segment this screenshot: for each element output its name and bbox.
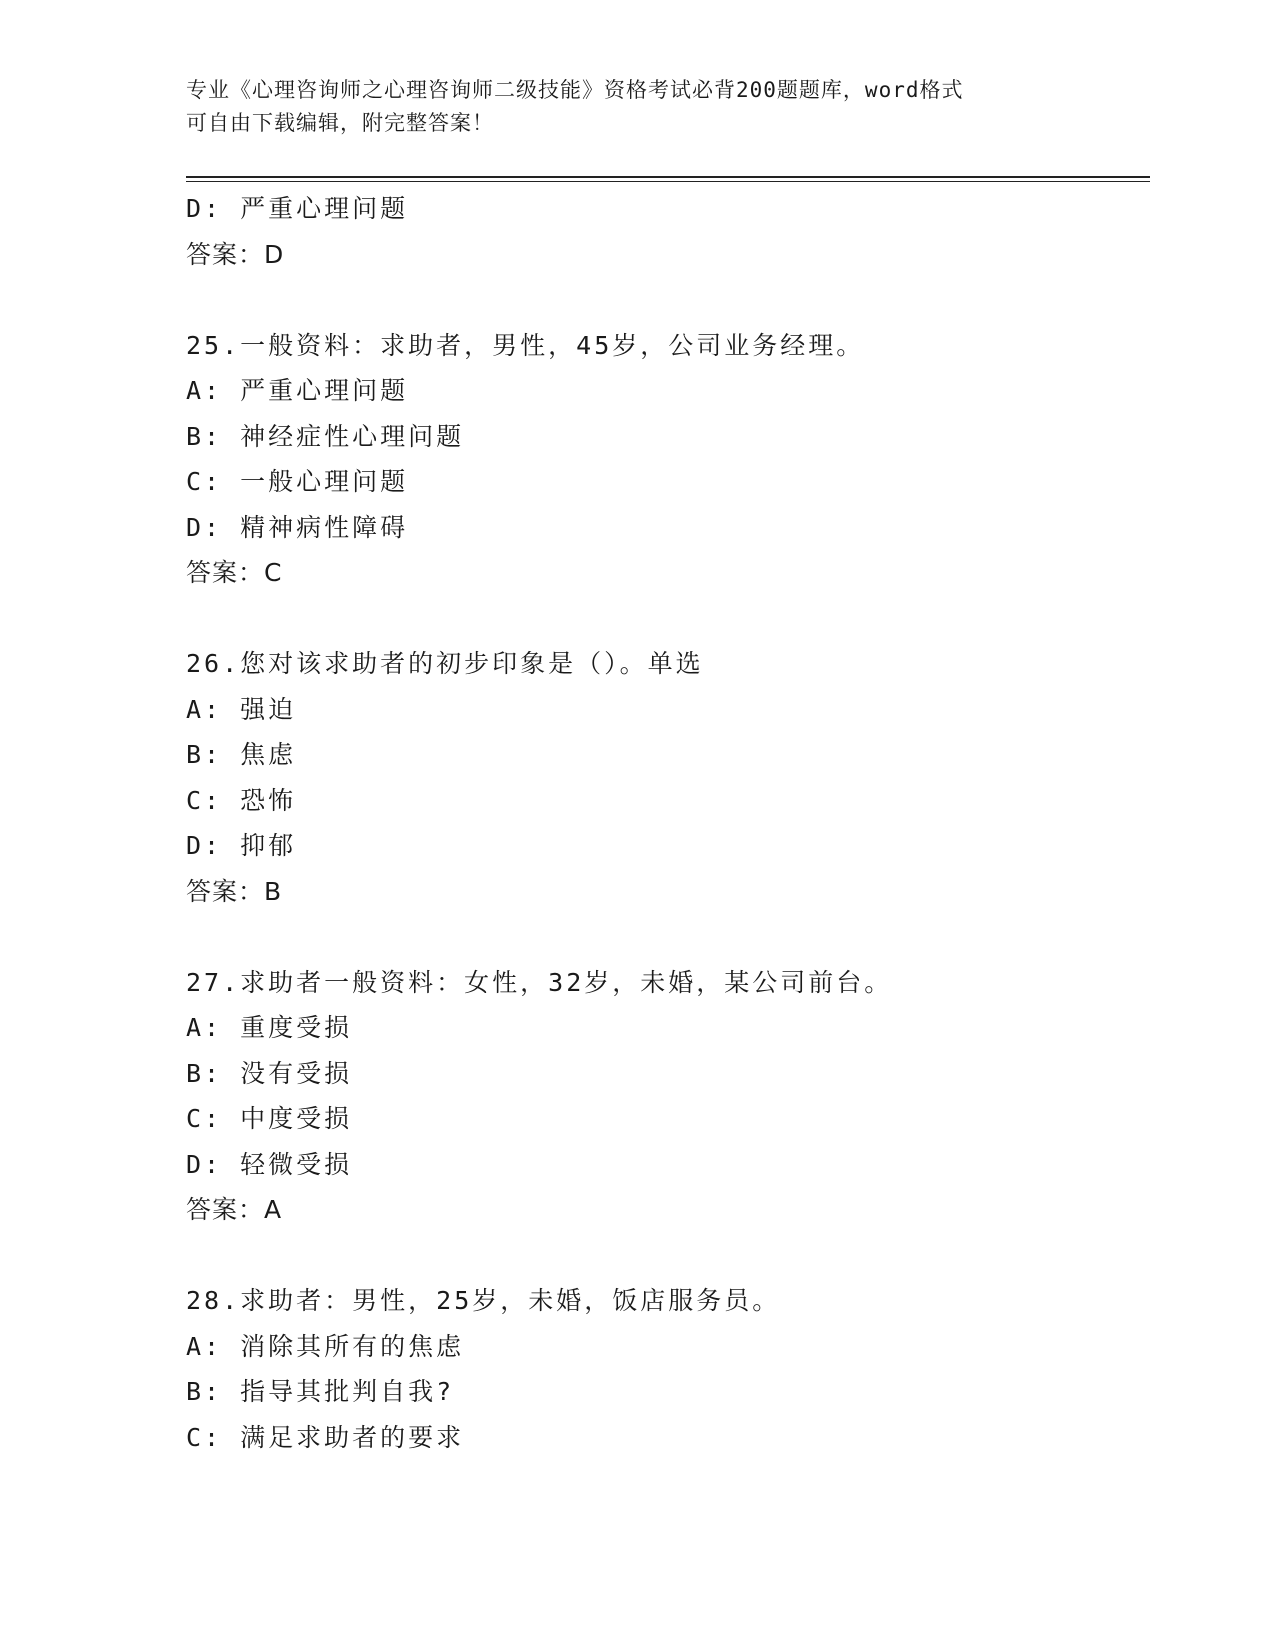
spacer	[186, 277, 1150, 323]
spacer	[186, 1233, 1150, 1279]
question-list	[186, 186, 1150, 1460]
header-line-2: 可自由下载编辑，附完整答案！	[186, 111, 494, 135]
answer-line: 答案：D	[186, 239, 285, 269]
option-line: D: 轻微受损	[186, 1149, 353, 1179]
option-line: B: 焦虑	[186, 740, 297, 769]
option-line: C: 恐怖	[186, 785, 297, 815]
option-line: D: 精神病性障碍	[186, 512, 409, 542]
question-block	[186, 641, 1150, 914]
option-line: D: 抑郁	[186, 831, 297, 860]
option-line: B: 没有受损	[186, 1058, 353, 1088]
option-line: A: 消除其所有的焦虑	[186, 1331, 465, 1361]
option-line: C: 满足求助者的要求	[186, 1422, 465, 1452]
answer-line: 答案：C	[186, 558, 283, 587]
question-stem: 25.一般资料：求助者，男性，45岁，公司业务经理。	[186, 330, 865, 360]
header-line-1: 专业《心理咨询师之心理咨询师二级技能》资格考试必背200题题库，word格式	[186, 78, 964, 102]
option-line: A: 重度受损	[186, 1013, 353, 1042]
document-header	[186, 74, 1106, 140]
question-stem: 26.您对该求助者的初步印象是（）。单选	[186, 649, 704, 678]
option-line: A: 严重心理问题	[186, 376, 409, 405]
answer-line: 答案：A	[186, 1195, 283, 1224]
question-block	[186, 1278, 1150, 1460]
question-stem: 27.求助者一般资料：女性，32岁，未婚，某公司前台。	[186, 967, 893, 997]
header-divider-thick	[186, 176, 1150, 178]
question-block	[186, 323, 1150, 596]
option-line: D: 严重心理问题	[186, 194, 409, 223]
spacer	[186, 914, 1150, 960]
option-line: B: 神经症性心理问题	[186, 421, 465, 451]
option-line: C: 一般心理问题	[186, 467, 409, 496]
answer-line: 答案：B	[186, 876, 283, 906]
header-divider-thin	[186, 181, 1150, 182]
question-block	[186, 960, 1150, 1233]
option-line: C: 中度受损	[186, 1104, 353, 1133]
option-line: A: 强迫	[186, 694, 297, 724]
option-line: B: 指导其批判自我?	[186, 1377, 455, 1406]
question-stem: 28.求助者：男性，25岁，未婚，饭店服务员。	[186, 1286, 781, 1315]
spacer	[186, 596, 1150, 642]
